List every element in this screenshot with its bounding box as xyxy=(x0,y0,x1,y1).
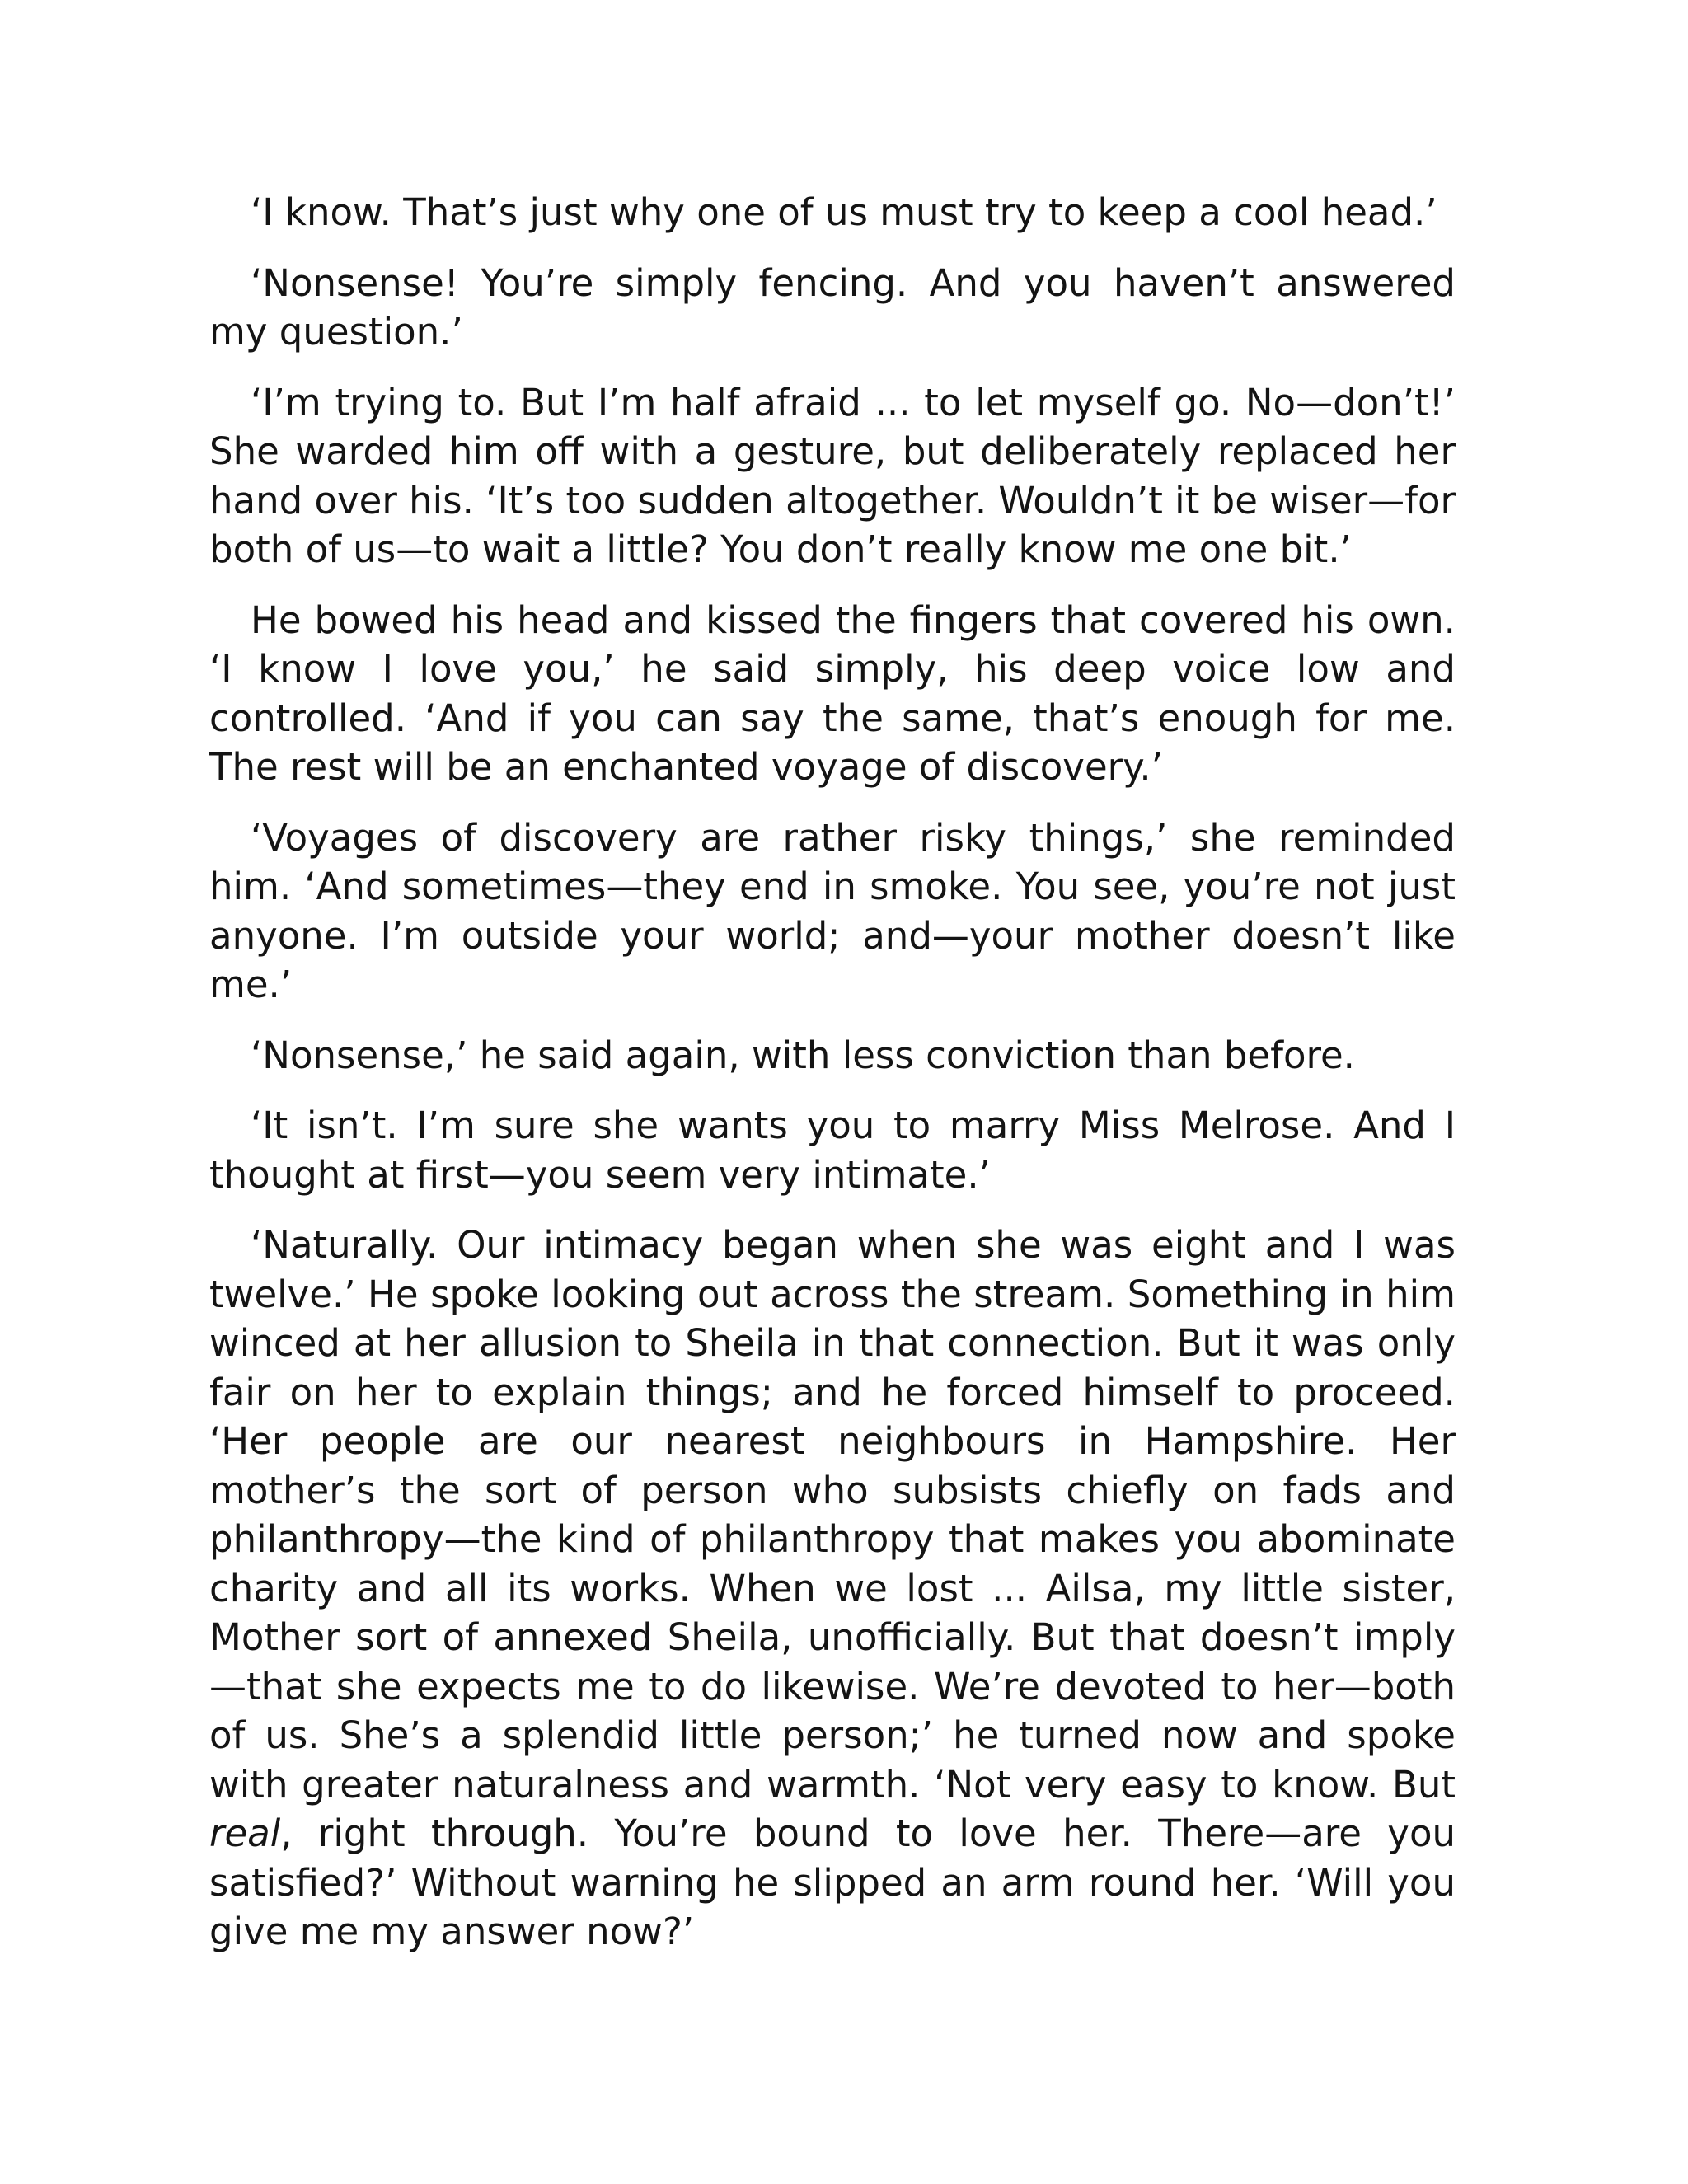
paragraph: ‘Nonsense! You’re simply fencing. And you haven’t answered my question.’ xyxy=(209,260,1456,354)
paragraph: He bowed his head and kissed the fingers that covered his own. ‘I know I love you,’ he said simply, his deep voice low and controlled. ‘And if you can say the same, that’s enough for me. The rest will be an enchanted voyage of discovery.’ xyxy=(209,598,1456,789)
paragraph-text-part: , right through. You’re bound to love her. There—are you satisfied?’ Without warning he slipped an arm round her. ‘Will you give me my answer now?’ xyxy=(209,1811,1456,1953)
book-page xyxy=(209,188,1456,1957)
paragraph-final xyxy=(209,1221,1456,1957)
paragraph: ‘It isn’t. I’m sure she wants you to marry Miss Melrose. And I thought at first—you seem very intimate.’ xyxy=(209,1104,1456,1197)
paragraph: ‘I’m trying to. But I’m half afraid ... to let myself go. No—don’t!’ She warded him off with a gesture, but deliberately replaced her hand over his. ‘It’s too sudden altogether. Wouldn’t it be wiser—for both of us—to wait a little? You don’t really know me one bit.’ xyxy=(209,380,1456,571)
emphasized-word: real xyxy=(209,1811,281,1855)
paragraph: ‘Nonsense,’ he said again, with less conviction than before. xyxy=(251,1033,1355,1077)
paragraph-text-part: ‘Naturally. Our intimacy began when she was eight and I was twelve.’ He spoke looking out across the stream. Something in him winced at her allusion to Sheila in that connection. But it was only fair on her to explain things; and he forced himself to proceed. ‘Her people are our nearest neighbours in Hampshire. Her mother’s the sort of person who subsists chiefly on fads and philanthropy—the kind of philanthropy that makes you abominate charity and all its works. When we lost ... Ailsa, my little sister, Mother sort of annexed Sheila, unofficially. But that doesn’t imply—that she expects me to do likewise. We’re devoted to her—both of us. She’s a splendid little person;’ he turned now and spoke with greater naturalness and warmth. ‘Not very easy to know. But xyxy=(209,1223,1456,1807)
paragraph: ‘Voyages of discovery are rather risky things,’ she reminded him. ‘And sometimes—they end in smoke. You see, you’re not just anyone. I’m outside your world; and—your mother doesn’t like me.’ xyxy=(209,815,1456,1006)
paragraph: ‘I know. That’s just why one of us must try to keep a cool head.’ xyxy=(251,190,1437,234)
